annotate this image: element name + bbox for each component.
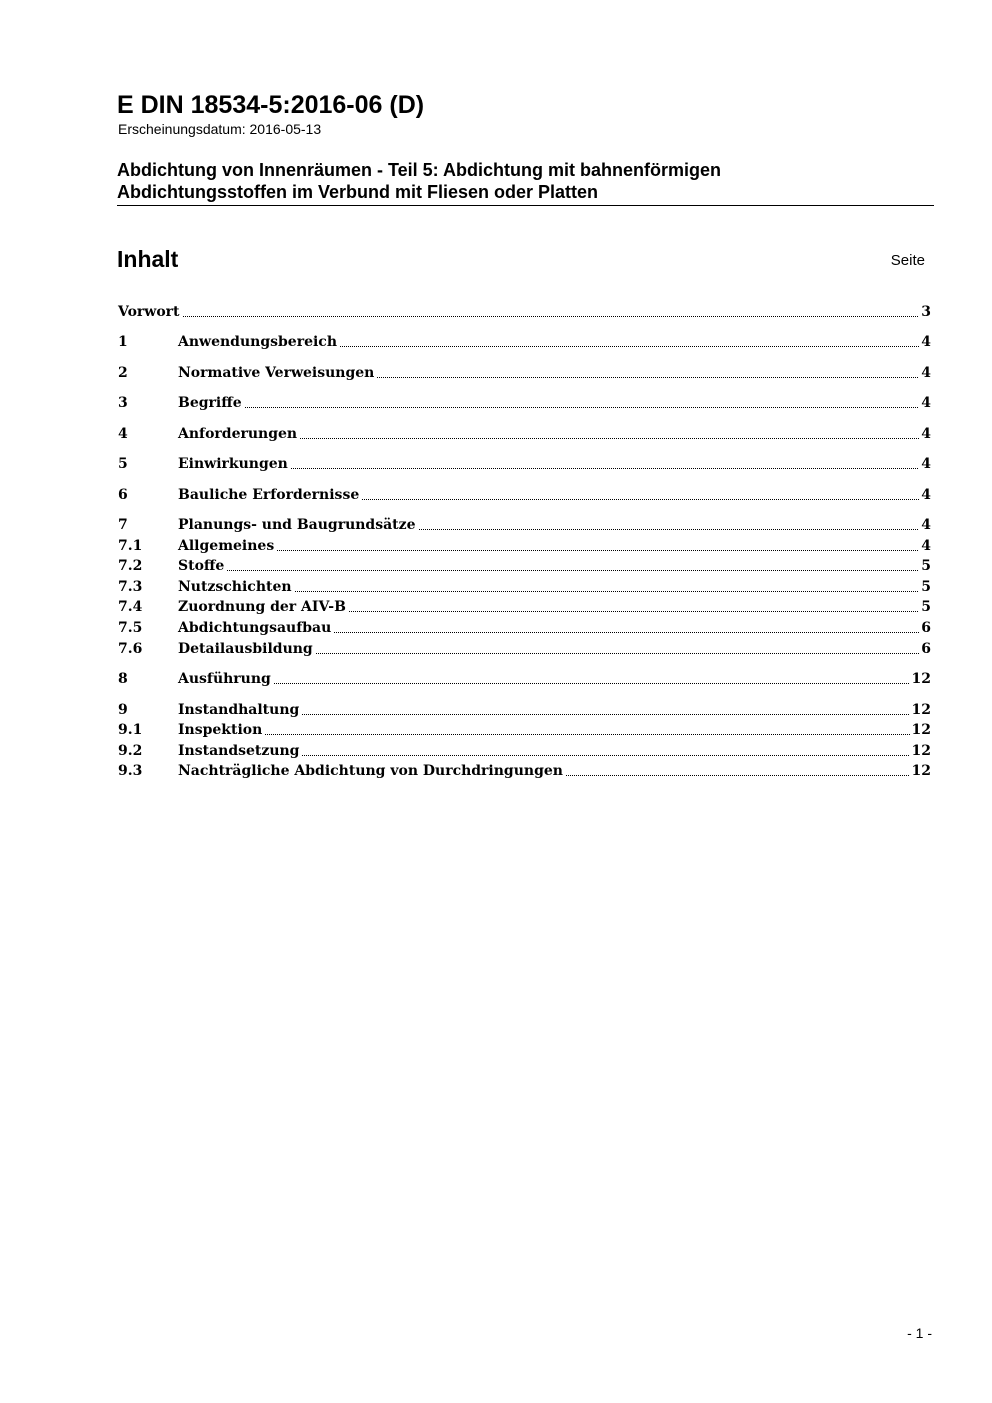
toc-entry-title: Vorwort <box>118 304 180 320</box>
toc-entry-number: 6 <box>118 487 128 503</box>
toc-entry-number: 2 <box>118 365 128 381</box>
document-title-line-2: Abdichtungsstoffen im Verbund mit Fliesen oder Platten <box>117 182 599 202</box>
toc-entry-number: 9 <box>118 702 128 718</box>
toc-entry-page: 4 <box>921 487 931 503</box>
toc-entry-number: 7.5 <box>118 620 143 636</box>
toc-entry-number: 7.3 <box>118 579 143 595</box>
toc-entry-vorwort[interactable] <box>118 302 931 322</box>
toc-leader-dots <box>362 499 919 500</box>
toc-entry-7-3[interactable] <box>118 577 931 597</box>
toc-entry-number: 9.2 <box>118 743 143 759</box>
publication-date: Erscheinungsdatum: 2016-05-13 <box>118 121 322 137</box>
toc-leader-dots <box>316 653 920 654</box>
toc-entry-page: 12 <box>911 722 931 738</box>
toc-entry-8[interactable] <box>118 669 931 689</box>
document-id: E DIN 18534-5:2016-06 (D) <box>117 91 425 119</box>
toc-entry-9[interactable] <box>118 700 931 720</box>
toc-leader-dots <box>302 714 909 715</box>
toc-entry-number: 7.2 <box>118 558 143 574</box>
toc-entry-7-5[interactable] <box>118 618 931 638</box>
toc-entry-4[interactable] <box>118 424 931 444</box>
toc-entry-title: Begriffe <box>178 395 242 411</box>
toc-entry-7-6[interactable] <box>118 639 931 659</box>
toc-entry-title: Allgemeines <box>178 538 275 554</box>
toc-entry-page: 3 <box>921 304 931 320</box>
toc-entry-page: 4 <box>921 538 931 554</box>
toc-entry-page: 4 <box>921 365 931 381</box>
document-title <box>117 159 934 203</box>
toc-entry-number: 9.1 <box>118 722 143 738</box>
toc-leader-dots <box>349 611 919 612</box>
toc-entry-title: Nachträgliche Abdichtung von Durchdringungen <box>178 763 563 779</box>
toc-entry-title: Anforderungen <box>178 426 298 442</box>
toc-leader-dots <box>227 570 919 571</box>
toc-entry-number: 7.1 <box>118 538 143 554</box>
toc-entry-number: 4 <box>118 426 128 442</box>
toc-entry-7[interactable] <box>118 515 931 535</box>
toc-entry-page: 4 <box>921 395 931 411</box>
toc-entry-title: Planungs- und Baugrundsätze <box>178 517 416 533</box>
toc-entry-page: 5 <box>921 558 931 574</box>
toc-heading: Inhalt <box>117 246 179 272</box>
toc-leader-dots <box>377 377 919 378</box>
toc-entry-number: 3 <box>118 395 128 411</box>
toc-entry-9-1[interactable] <box>118 720 931 740</box>
toc-leader-dots <box>265 734 909 735</box>
toc-entry-title: Instandhaltung <box>178 702 300 718</box>
toc-entry-6[interactable] <box>118 485 931 505</box>
toc-entry-1[interactable] <box>118 332 931 352</box>
toc-entry-title: Detailausbildung <box>178 641 313 657</box>
page-number: - 1 - <box>907 1325 932 1341</box>
document-title-line-1: Abdichtung von Innenräumen - Teil 5: Abdichtung mit bahnenförmigen <box>117 160 721 180</box>
toc-entry-7-1[interactable] <box>118 536 931 556</box>
toc-entry-page: 5 <box>921 579 931 595</box>
toc-entry-9-2[interactable] <box>118 741 931 761</box>
toc-entry-7-2[interactable] <box>118 556 931 576</box>
toc-entry-page: 12 <box>911 763 931 779</box>
toc-leader-dots <box>334 632 919 633</box>
toc-entry-title: Normative Verweisungen <box>178 365 375 381</box>
toc-entry-7-4[interactable] <box>118 597 931 617</box>
toc-entry-page: 4 <box>921 426 931 442</box>
toc-entry-page: 12 <box>911 743 931 759</box>
toc-entry-page: 6 <box>921 641 931 657</box>
toc-leader-dots <box>183 316 920 317</box>
toc-entry-number: 7 <box>118 517 128 533</box>
title-divider <box>117 205 934 206</box>
toc-entry-page: 12 <box>911 671 931 687</box>
toc-entry-number: 5 <box>118 456 128 472</box>
toc-entry-title: Inspektion <box>178 722 263 738</box>
toc-entry-2[interactable] <box>118 363 931 383</box>
toc-leader-dots <box>419 529 920 530</box>
toc-leader-dots <box>302 755 909 756</box>
toc-page-column-label: Seite <box>890 252 925 269</box>
toc-leader-dots <box>566 775 910 776</box>
toc-leader-dots <box>274 683 910 684</box>
toc-entry-page: 4 <box>921 456 931 472</box>
toc-leader-dots <box>300 438 919 439</box>
toc-leader-dots <box>340 346 919 347</box>
toc-entry-page: 4 <box>921 334 931 350</box>
toc-entry-number: 8 <box>118 671 128 687</box>
toc-leader-dots <box>245 407 920 408</box>
toc-entry-title: Ausführung <box>178 671 271 687</box>
toc-entry-number: 7.6 <box>118 641 143 657</box>
toc-leader-dots <box>295 591 920 592</box>
toc-entry-page: 5 <box>921 599 931 615</box>
toc-entry-title: Stoffe <box>178 558 225 574</box>
toc-entry-3[interactable] <box>118 393 931 413</box>
toc-entry-title: Einwirkungen <box>178 456 288 472</box>
toc-entry-title: Instandsetzung <box>178 743 300 759</box>
toc-entry-page: 6 <box>921 620 931 636</box>
toc-entry-title: Zuordnung der AIV-B <box>178 599 346 615</box>
toc-entry-number: 9.3 <box>118 763 143 779</box>
toc-entry-9-3[interactable] <box>118 761 931 781</box>
toc-entry-number: 1 <box>118 334 128 350</box>
toc-entry-title: Bauliche Erfordernisse <box>178 487 360 503</box>
toc-entry-title: Anwendungsbereich <box>178 334 337 350</box>
toc-leader-dots <box>291 468 919 469</box>
toc-entry-number: 7.4 <box>118 599 143 615</box>
toc-entry-page: 12 <box>911 702 931 718</box>
toc-entry-5[interactable] <box>118 454 931 474</box>
toc-entry-page: 4 <box>921 517 931 533</box>
toc-leader-dots <box>277 550 919 551</box>
toc-entry-title: Nutzschichten <box>178 579 292 595</box>
toc-entry-title: Abdichtungsaufbau <box>178 620 332 636</box>
